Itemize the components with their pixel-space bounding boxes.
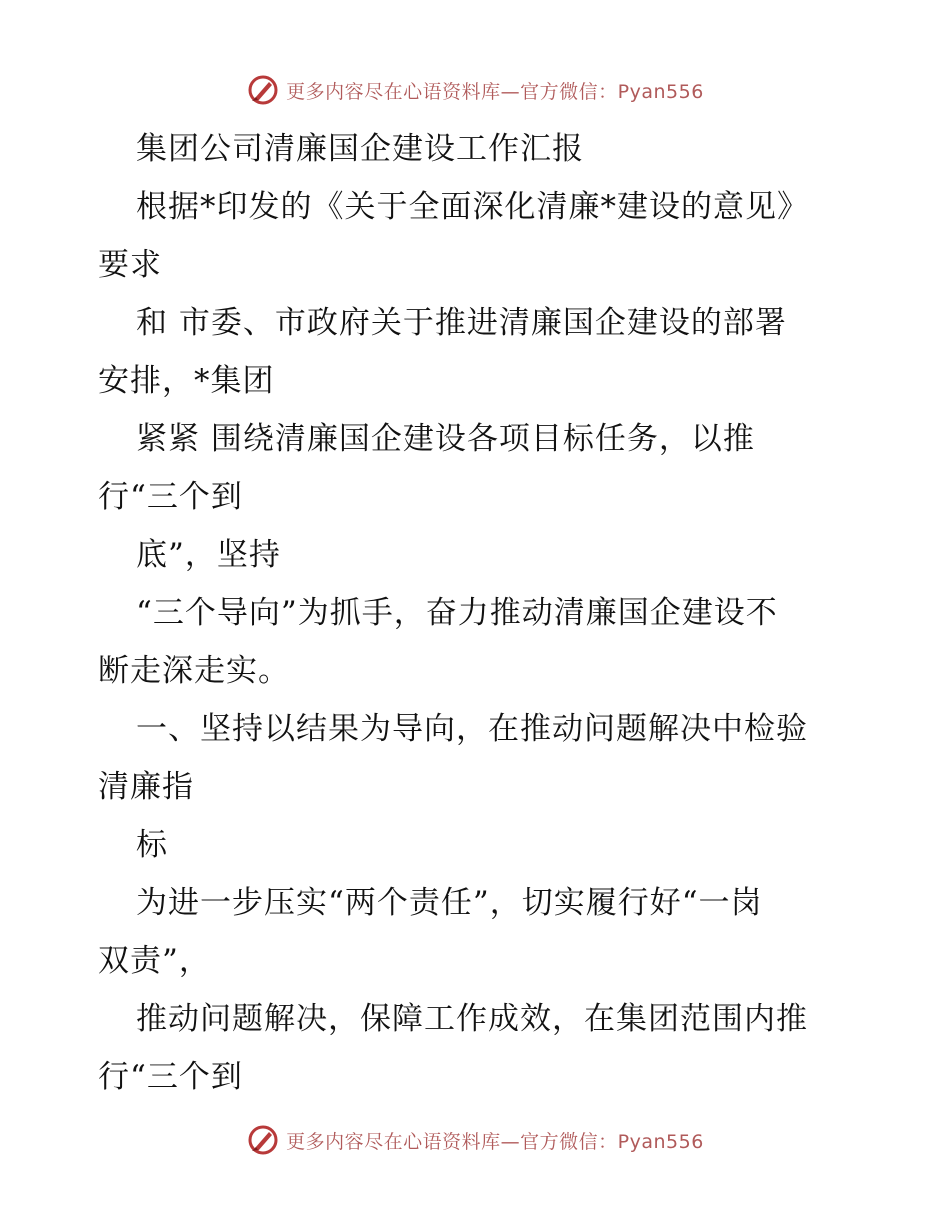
text-line: 安排，*集团 [98,363,275,399]
text-line: 断走深走实。 [98,653,290,689]
header-watermark [0,72,950,108]
text-line: “三个导向”为抓手，奋力推动清廉国企建设不 [136,595,778,631]
text-line: 和 市委、市政府关于推进清廉国企建设的部署 [136,305,787,341]
text-line: 行“三个到 [98,479,243,515]
text-line: 清廉指 [98,769,194,805]
text-line: 标 [136,827,168,863]
text-line: 一、坚持以结果为导向，在推动问题解决中检验 [136,711,808,747]
text-line: 双责”， [98,943,211,979]
pen-logo-icon [246,73,280,107]
text-line: 紧紧 围绕清廉国企建设各项目标任务，以推 [136,421,755,457]
text-line: 要求 [98,247,162,283]
text-line: 底”，坚持 [136,537,281,573]
text-line: 行“三个到 [98,1059,243,1095]
document-body [98,120,858,1106]
watermark-text: 更多内容尽在心语资料库—官方微信：Pyan556 [286,80,704,103]
footer-watermark [0,1122,950,1158]
text-line: 根据*印发的《关于全面深化清廉*建设的意见》 [136,189,809,225]
watermark-text: 更多内容尽在心语资料库—官方微信：Pyan556 [286,1130,704,1153]
text-line: 集团公司清廉国企建设工作汇报 [136,131,584,167]
text-line: 推动问题解决，保障工作成效，在集团范围内推 [136,1001,808,1037]
text-line: 为进一步压实“两个责任”，切实履行好“一岗 [136,885,763,921]
pen-logo-icon [246,1123,280,1157]
